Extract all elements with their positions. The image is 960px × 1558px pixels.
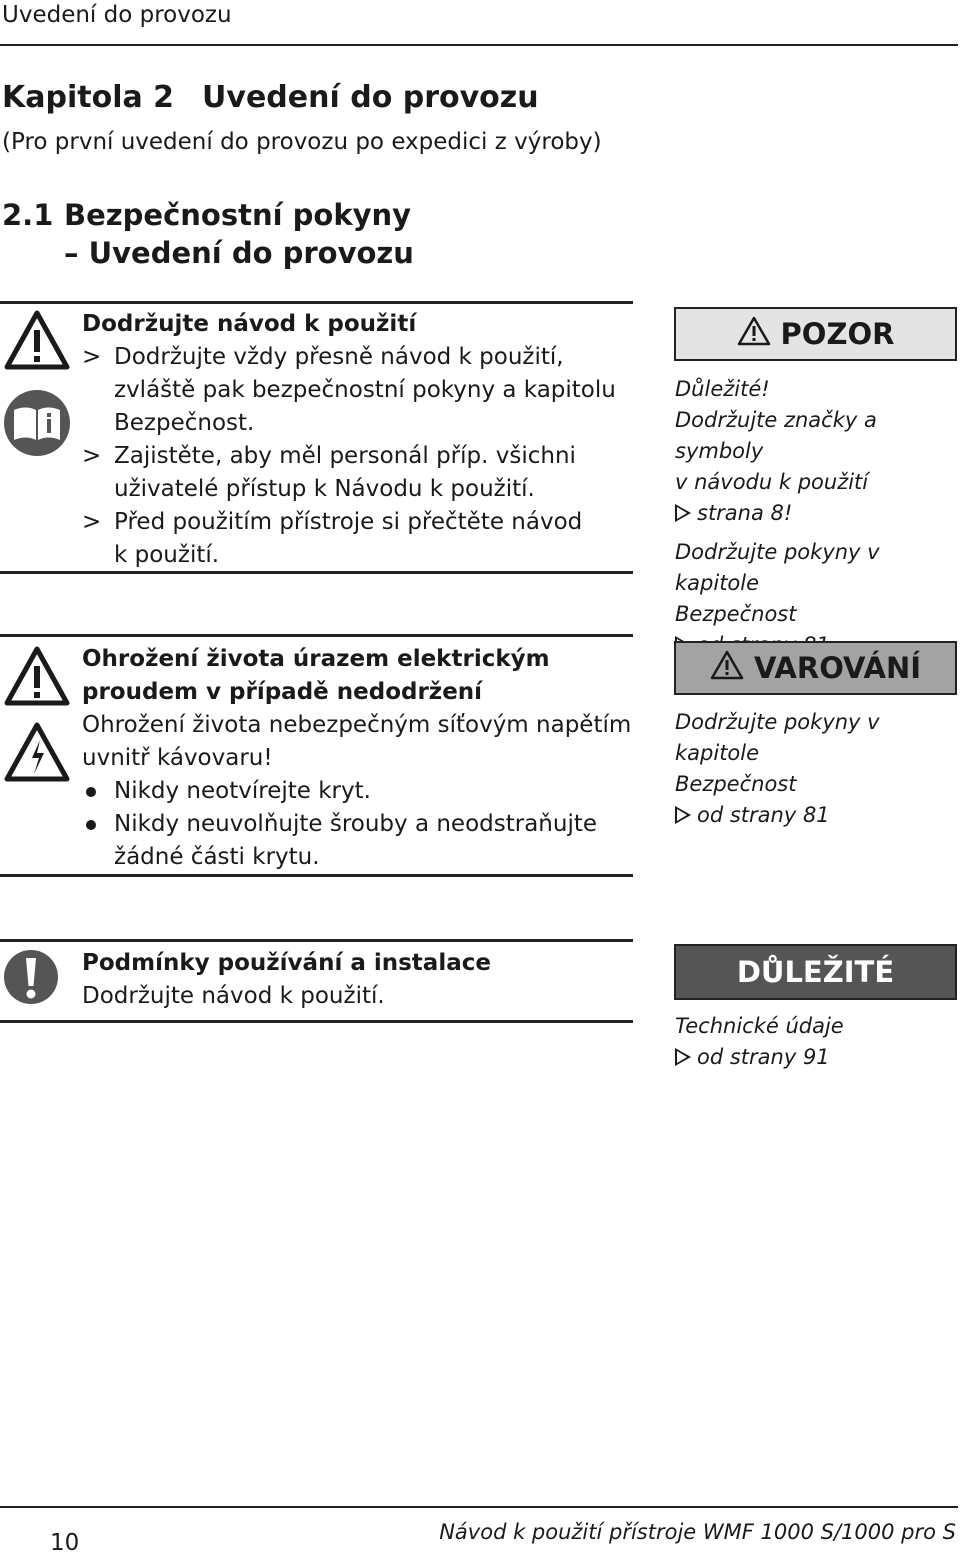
side3-content — [675, 1011, 960, 1073]
play-arrow-icon — [675, 1048, 691, 1066]
block1-top-rule — [0, 301, 633, 304]
block2-bottom-rule — [0, 874, 633, 877]
warning-triangle-icon — [737, 316, 771, 353]
chapter-label: Kapitola 2 — [2, 80, 175, 115]
exclamation-circle-icon — [2, 948, 60, 1010]
warning-triangle-icon — [4, 310, 70, 374]
block3-heading: Podmínky používání a instalace — [82, 950, 491, 976]
chapter-title: Uvedení do provozu — [202, 80, 539, 115]
side2-content — [675, 707, 960, 831]
bullet-icon — [86, 787, 96, 797]
block3-top-rule — [0, 939, 633, 942]
section-heading — [2, 196, 414, 272]
chapter-subtitle: (Pro první uvedení do provozu po expedici z výroby) — [2, 129, 602, 155]
side1-line: Důležité! — [675, 377, 770, 401]
side1-line: v návodu k použití — [675, 470, 869, 494]
electric-hazard-icon — [4, 722, 70, 786]
info-book-icon — [2, 388, 72, 462]
list-item: > Před použitím přístroje si přečtěte návod k použití. — [82, 509, 583, 568]
footer-rule — [0, 1506, 958, 1508]
block2-heading-line2: proudem v případě nedodržení — [82, 679, 483, 705]
side1-line: Dodržujte značky a symboly — [675, 408, 877, 463]
block3-text: Dodržujte návod k použití. — [82, 983, 385, 1009]
list-item: > Zajistěte, aby měl personál příp. všichni uživatelé přístup k Návodu k použití. — [82, 443, 576, 502]
side2-line: Bezpečnost — [675, 772, 797, 796]
block2-content — [82, 643, 632, 874]
side2-line: Dodržujte pokyny v kapitole — [675, 710, 880, 765]
side1-line: Dodržujte pokyny v kapitole — [675, 540, 880, 595]
warning-banner-label: VAROVÁNÍ — [753, 651, 922, 685]
block1-bottom-rule — [0, 571, 633, 574]
caution-banner — [674, 307, 957, 361]
list-item: Nikdy neuvolňujte šrouby a neodstraňujte žádné části krytu. — [82, 808, 632, 874]
block1-content — [82, 308, 632, 572]
warning-triangle-icon — [710, 650, 744, 687]
block2-text-line2: uvnitř kávovaru! — [82, 745, 273, 771]
footer-doc-title: Návod k použití přístroje WMF 1000 S/1000 pro S — [439, 1520, 956, 1544]
block2-text-line1: Ohrožení života nebezpečným síťovým napětím — [82, 712, 632, 738]
block1-heading: Dodržujte návod k použití — [82, 311, 417, 337]
important-banner-label: DŮLEŽITÉ — [736, 955, 895, 989]
side3-ref: od strany 91 — [675, 1042, 960, 1073]
side1-line: Bezpečnost — [675, 602, 797, 626]
list-item: Nikdy neotvírejte kryt. — [82, 775, 632, 808]
important-banner — [674, 944, 957, 1000]
side3-line: Technické údaje — [675, 1014, 844, 1038]
block3-bottom-rule — [0, 1020, 633, 1023]
block2-heading-line1: Ohrožení života úrazem elektrickým — [82, 646, 550, 672]
play-arrow-icon — [675, 806, 691, 824]
page-number: 10 — [50, 1530, 80, 1556]
bullet-icon — [86, 820, 96, 830]
block2-top-rule — [0, 634, 633, 637]
list-item: > Dodržujte vždy přesně návod k použití, zvláště pak bezpečnostní pokyny a kapitolu Bezpečnost. — [82, 344, 616, 436]
side1-content — [675, 374, 960, 661]
warning-banner — [674, 641, 957, 695]
play-arrow-icon — [675, 504, 691, 522]
section-number: 2.1 — [2, 198, 54, 232]
section-title-line1: Bezpečnostní pokyny — [64, 198, 412, 232]
chapter-heading — [2, 80, 539, 115]
header-rule — [0, 44, 958, 46]
running-header: Uvedení do provozu — [2, 2, 232, 28]
side2-ref: od strany 81 — [675, 800, 960, 831]
section-title-line2: – Uvedení do provozu — [64, 236, 414, 270]
caution-banner-label: POZOR — [780, 317, 895, 351]
block3-content — [82, 947, 632, 1013]
side1-ref1: strana 8! — [675, 498, 960, 529]
warning-triangle-icon — [4, 646, 70, 710]
